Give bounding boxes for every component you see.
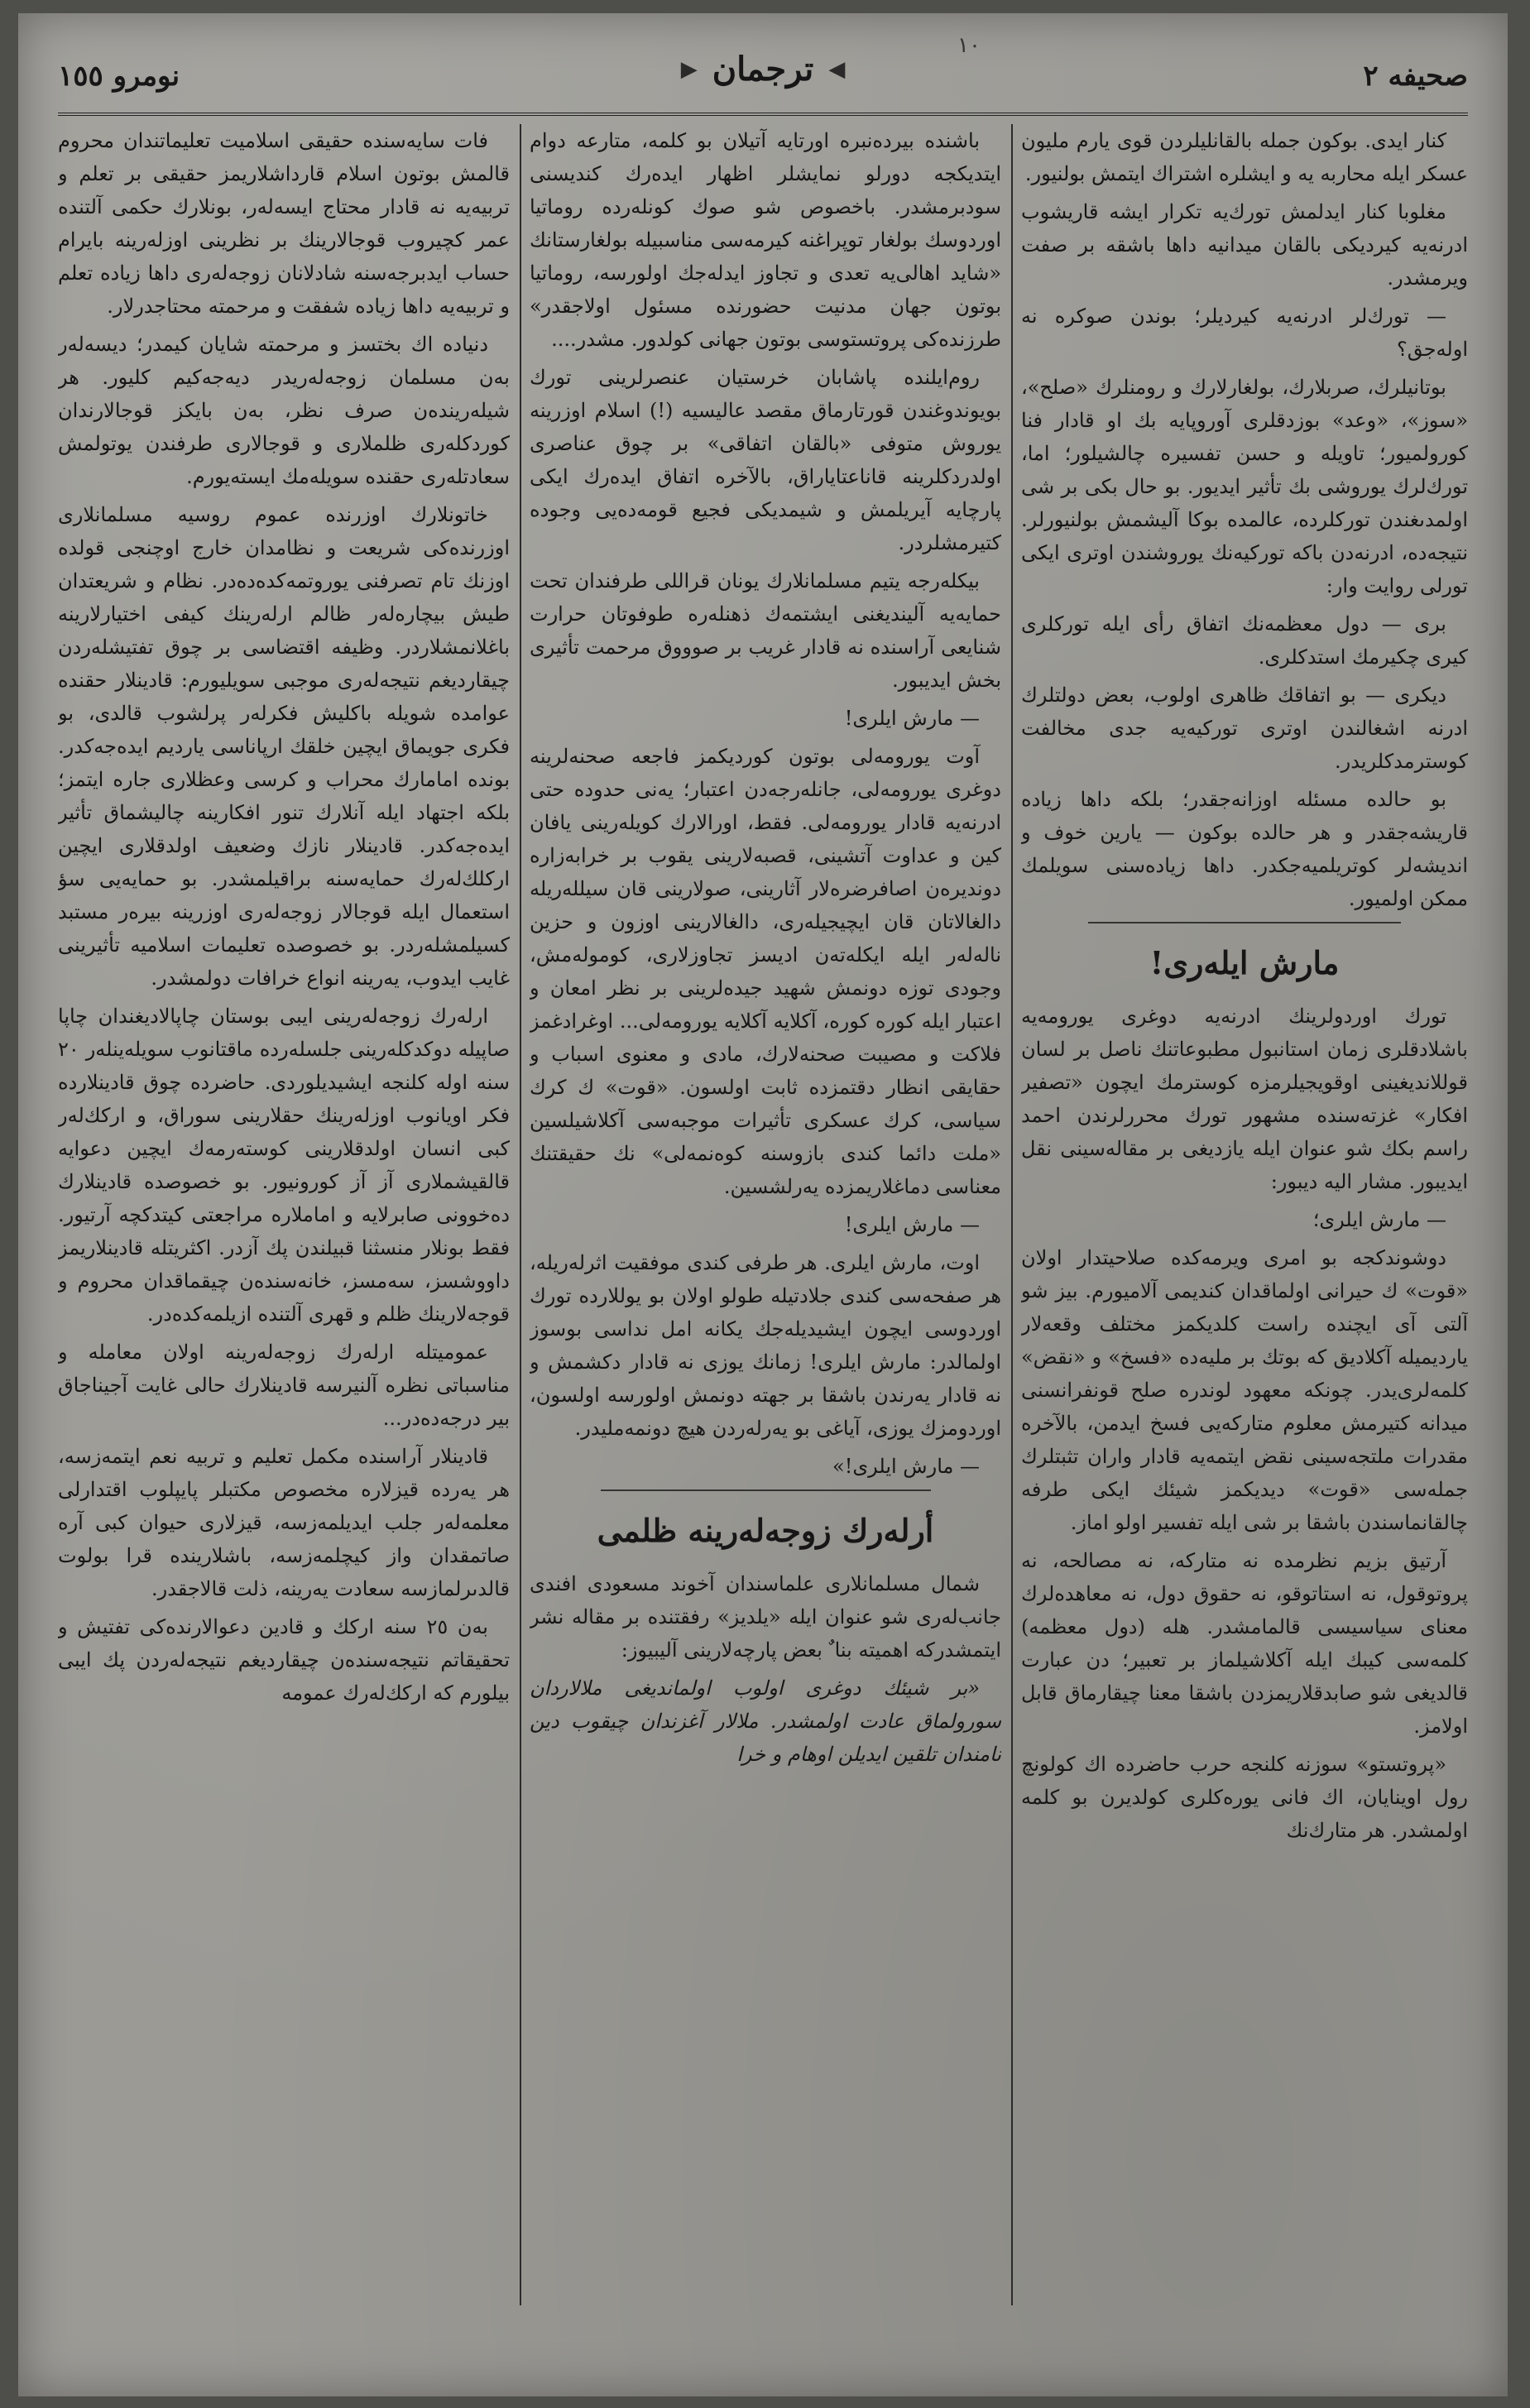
paragraph: بيكله‌رجه يتيم مسلمانلارك يونان قراللى طرفندان تحت حمايه‌يه آلينديغنى ايشتمه‌ك ذهنلەره طوفوتان حرارت شنايعى آراسنده نه قادار غريب بر صوووق مرحمت تأثيرى بخش ايديبور. [530, 569, 1001, 692]
paragraph: عموميتله ارلەرك زوجه‌لەرينه اولان معامله و مناسباتى نظره آلنيرسه قادينلارك حالى غايت آجيناجاق بير درجه‌ده‌در... [58, 1341, 510, 1430]
column-divider [520, 124, 521, 2305]
paragraph: — مارش ايلرى! [844, 1213, 980, 1236]
paragraph: دوشوندكجه بو امرى ويرمه‌كده صلاحيتدار اولان «قوت» ك حيرانى اولماقدان كنديمى آلاميورم. بيز شو آلتى آى ايچنده راست كلديكمز مختلف وقعه‌لار يارديميله آكلاديق كه بوتك بر مليه‌ده «فسخ» و «نقض» كلمه‌لرى‌يدر. چونكه معهود لوندره صلح قونفرانسنى ميدانه كتيرمش معلوم متاركه‌يى فسخ ايدمن، بالآخره مقدرات ملتجه‌سينى نقض ايتمه‌يه قادار واران تثبتلرك جمله‌سى «قوت» ديديكمز شيئك ايكى طرفه چالقانماسندن باشقا بر شى ايله تفسير اولو اماز. [1021, 1246, 1468, 1534]
paragraph: شمال مسلمانلارى علماسندان آخوند مسعودى افندى جانب‌لەرى شو عنوان ايله «يلديز» رفقتنده بر مقاله نشر ايتمشدركه اهميته بنا ٌ بعض پارچەلارينى آليبيوز: [530, 1572, 1001, 1662]
paragraph: آرتيق بزيم نظرمده نه متاركه، نه مصالحه، نه پروتوقول، نه استاتوقو، نه حقوق دول، نه معاهده‌لرك معناى سياسيسى قالمامشدر. هله (دول معظمه) كلمه‌سى كيبك ايله آكلاشيلماز بر تعبير؛ دن عبارت قالديغى شو صابدقلاريمزدن باشقا معنا چيقارماق قابل اولامز. [1021, 1549, 1468, 1738]
paragraph: دنياده اك بختسز و مرحمته شايان كيمدر؛ ديسه‌لەر بەن مسلمان زوجه‌لەريدر ديه‌جه‌كيم كليور. هر شيلەريندەن صرف نظر، بەن بايكز قوجالارندان كوردكلەرى ظلملارى و قوجالارى طرفندن يوتولمش سعادتلەرى حقنده سويله‌مك ايسته‌يورم. [58, 333, 510, 488]
paragraph: — تورك‌لر ادرنه‌يه كيرديلر؛ بوندن صوكره نه اولەجق؟ [1021, 305, 1468, 361]
section-rule [1088, 922, 1401, 923]
page-number: ١٠ [957, 33, 981, 58]
paragraph: ارلەرك زوجه‌لەرينى ايبى بوستان چاپالاديغندان چاپا صاپيله دوكدكلەرينى جلسلەرده ماقتانوب سويله‌ينلەر ٢٠ سنه اوله كلنجه ايشيديلوردى. حاضرده چوق قادينلارده فكر اويانوب اوزلەرينك حقلارينى سوراق، و اركك‌لەر كبى انسان اولدقلارينى كوستەرمەك ايچين دعوايه قالقيشملارى آز آز كورونيور. بو خصوصده قادينلارك ده‌خوونى صابرلايه و اماملاره مراجعتى كيتدكچه آرتيور. فقط بونلار منسثنا قبيلندن پك آزدر. اكثريتله قادينلاريمز داووشسز، سەمسز، خانه‌سندەن چيقماقدان محروم و قوجه‌لارينك ظلم و قهرى آلتنده ازيلمه‌كده‌در. [58, 1005, 510, 1326]
paragraph: آوت يورومه‌لى بوتون كورديكمز فاجعه صحنه‌لرينه دوغرى يورومه‌لى، جانلەرجەدن اعتبار؛ يه‌نى حدوده حتى ادرنه‌يه قادار يورومه‌لى. فقط، اورالارك كويلەرينى يافان كين و عداوت آتشينى، قصبه‌لارينى يقوب بر خرابه‌زاره دونديره‌ن اصافرضرەلار آثارينى، صولارينى قان سيللەريله دالغالاتان قان ايچيجيلەرى، دالغالارينى اوزون و حزين ناله‌لەر ايله ايكله‌تەن اديسز تجاوزلارى، كوموله‌مش، وجودى توزه دونمش شهيد جيدەلرينى بر نظر امعان و اعتبار ايله كوره كوره، آكلايه آكلايه يورومه‌لى... اوغرادغمز فلاكت و مصيبت صحنه‌لارك، مادى و معنوى اسباب و حقايقى انظار دقتمزده ثابت اولسون. «قوت» ك كرك سياسى، كرك عسكرى تأثيرات موجبه‌سى آكلاشيلسين «ملت دائما كندى بازوسنه كوەنمه‌لى» نك حقيقتنك معناسى دماغلاريمزده يەرلشسين. [530, 745, 1001, 1198]
paragraph: «بر شيئك دوغرى اولوب اولمانديغى ملالاردان سورولماق عادت اولمشدر. ملالار آغزندان چيقوب دين نامندان تلقين ايديلن اوهام و خرا [530, 1676, 1001, 1766]
paragraph: — مارش ايلرى! [844, 707, 980, 730]
paragraph: كنار ايدى. بوكون جمله بالقانليلردن قوى يارم مليون عسكر ايله محاربه يه و ايشلره اشتراك ايتمش بولنيور. [1021, 129, 1468, 185]
page-label: صحيفه ٢ [1363, 60, 1468, 93]
paragraph: قادينلار آراسنده مكمل تعليم و تربيه نعم ايتمه‌زسه، هر يەرده قيزلاره مخصوص مكتبلر پايپلوب اقتدارلى معلمه‌لەر جلب ايديلمەزسه، قيزلارى حيوان كبى آره صاتمقدان واز كيچلمەزسه، باشلارينده قرا بولوت قالدىرلمازسه سعادت يەرينه، ذلت قالاجقدر. [58, 1445, 510, 1600]
paragraph: بو حالده مسئله اوزانه‌جقدر؛ بلكه داها زياده قاريشه‌جقدر و هر حالده بوكون — يارين خوف و انديشه‌لر كوتريلميه‌جكدر. داها زياده‌سنى سويلمك ممكن اولميور. [1021, 788, 1468, 910]
paragraph: تورك اوردولرينك ادرنه‌يه دوغرى يورومه‌يه باشلادقلرى زمان استانبول مطبوعاتنك ناصل بر لسان قوللانديغينى اوقويجيلرمزه كوسترمك ايچون «تصفير افكار» غزته‌سنده مشهور تورك محررلرندن احمد راسم بكك شو عنوان ايله يازديغى بر مقاله‌سينى نقل ايديبور. مشار اليه ديبور: [1021, 1005, 1468, 1193]
paragraph: بوتانيلرك، صربلارك، بولغارلارك و رومنلرك «صلح»، «سوز»، «وعد» بوزدقلرى آوروپايه بك او قادار فنا كورولميور؛ تاويله و حسن تفسيره چالشيلور؛ اما، تورك‌لرك يوروشى بك تأثير ايديور. بو حال بكى بر شى اولمدىغندن توركلرده، عالمده بوكا آليشمش بولنيورلر. نتيجه‌ده، ادرنه‌دن باكه توركيه‌نك يوروشندن اوترى ايكى تورلى روايت وار: [1021, 376, 1468, 597]
section-rule [601, 1489, 931, 1491]
paragraph: باشنده بيرده‌نبره اورتايه آتيلان بو كلمه، متارعه دوام ايتديكجه دورلو نمايشلر اظهار ايده‌رك كنديسنى سودبرمشدر. باخصوص شو صوك كونلەرده روماتيا اوردوسك بولغار توپراغنه كيرمه‌سى مناسبيله بولغارستانك «شايد اهالى‌يه تعدى و تجاوز ايدله‌جك اولورسه، روماتيا بوتون جهان مدنيت حضورنده مسئول اولاجقدر» طرزنده‌كى پروتستوسى بوتون جهانى كولدور. مشدر.... [530, 129, 1001, 351]
paragraph: روم‌ايلنده پاشابان خرستيان عنصرلرينى تورك بويوندوغندن قورتارماق مقصد عاليسيه (!) اسلام اوزرينه يوروش متوفى «بالقان اتفاقى» بر چوق عناصرى اولدردكلرينه قاناعتاياراق، بالآخره اتفاق ايدەرك ايكى پارچايه آيريلمش و شيمديكى فجيع قومه‌ده‌يى وجوده كتيرمشلردر. [530, 366, 1001, 554]
ornament-right-icon: ▶ [680, 56, 698, 82]
paragraph: «پروتستو» سوزنه كلنجه حرب حاضرده اك كولونچ رول اوينايان، اك فانى يوره‌كلرى كولديرن بو كلمه اولمشدر. هر متارك‌نك [1021, 1753, 1468, 1842]
newspaper-page [18, 13, 1508, 2396]
newspaper-title-text: ترجمان [712, 50, 814, 89]
article-heading: أرلەرك زوجه‌لەرينه ظلمى [597, 1512, 934, 1549]
paragraph: — مارش ايلرى؛ [1312, 1208, 1446, 1231]
newspaper-title [681, 50, 846, 89]
column-right [1021, 124, 1468, 2305]
article-heading: مارش ايلەرى! [1149, 944, 1340, 981]
paragraph: مغلوبا كنار ايدلمش تورك‌يه تكرار ايشه قاريشوب ادرنه‌يه كيرديكى بالقان ميدانيه داها باشقه بر صفت ويرمشدر. [1021, 200, 1468, 290]
ornament-left-icon: ◀ [828, 56, 846, 82]
paragraph: فات سايه‌سنده حقيقى اسلاميت تعليماتندان محروم قالمش بوتون اسلام قارداشلاريمز حقيقى بر تعلم و تربيه‌يه نه قادار محتاج ايسه‌لەر، بونلارك حكمى آلتنده عمر كچيروب قوجالارينك بر نظرينى اوزلەرينه بايرام حساب ايدبرجەسنه شادلانان زوجه‌لەرى داها زياده تعلم و تربيه‌يه داها زياده شفقت و مرحمته محتاجدرلار. [58, 129, 510, 318]
column-left [58, 124, 510, 2305]
paragraph: اوت، مارش ايلرى. هر طرفى كندى موفقيت اثرلەريله، هر صفحه‌سى كندى جلادتيله طولو اولان بو يوللارده تورك اوردوسى ايچون ايشيديله‌جك يكانه امل نداسى بوسوز اولمالدر: مارش ايلرى! زمانك يوزى نه قادار دكشمش و نه قادار يەرندن باشقا بر جهته دونمش اولورسه اولسون، اوردومزك يوزى، آياغى بو يەرلەردن هيچ دونمه‌مليدر. [530, 1251, 1001, 1440]
column-divider [1011, 124, 1013, 2305]
paragraph: بەن ٢٥ سنه اركك و قادين دعوالارنده‌كى تفتيش و تحقيقاتم نتيجه‌سندەن چيقارديغم نتيجه‌لەردن پك ايبى بيلورم كه اركك‌لەرك عمومه [58, 1615, 510, 1705]
column-middle [530, 124, 1001, 2305]
paragraph: ديكرى — بو اتفاقك ظاهرى اولوب، بعض دولتلرك ادرنه اشغالندن اوترى توركيه‌يه جدى مخالفت كوسترمدكلريدر. [1021, 684, 1468, 773]
paragraph: خاتونلارك اوزرنده عموم روسيه مسلمانلارى اوزرنده‌كى شريعت و نظامدان خارج اوچنجى قولده اوزنك تام تصرفنى يوروتمه‌كده‌ده‌در. نظام و شريعتدان طيش بيچاره‌لەر ظالم ارله‌رينك كيفى اختيارلارينه باغلانمشلاردر. وظيفه اقتضاسى بر چوق تفتيشلەردن چيقارديغم نتيجه‌لەرى موجبى سويليورم: قادينلار حقنده عوامده شويله باكليش فكرلەر پرلشوب قالدى، بو فكرى جويماق ايچين خلقك ارپاناسى يارديم ايده‌جه‌كدر. بونده امامارك محراب و كرسى وعظلارى جاره ايتمز؛ بلكه اجتهاد ايله آنلارك تنور افكارينه چاليشماق تأثير ايده‌جه‌كدر. قادينلار نازك وضعيف اولدقلارى ايچين اركلك‌لەرك حمايه‌سنه براقيلمشدر. بو حمايه‌يى سؤ استعمال ايله قوجالار زوجه‌لەرى اوزرينه بيرەر مستبد كسيلمشلەردر. بو خصوصده تعليمات اسلاميه تأثيرينى غايب ايدوب، يەرينه انواع خرافات دولمشدر. [58, 503, 510, 990]
header-rule [58, 113, 1468, 116]
issue-number: نومرو ١٥٥ [58, 60, 180, 93]
paragraph: — مارش ايلرى!» [832, 1455, 980, 1478]
masthead [58, 45, 1468, 104]
paragraph: برى — دول معظمه‌نك اتفاق رأى ايله توركلرى كيرى چكيرمك استدكلرى. [1021, 612, 1468, 669]
